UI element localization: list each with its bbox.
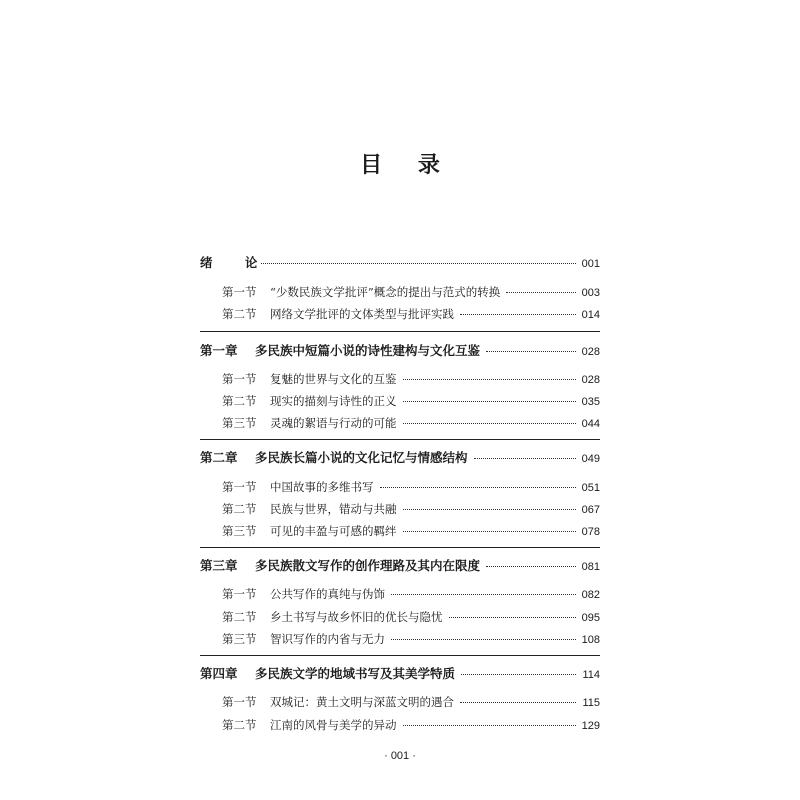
section-title: 复魅的世界与文化的互鉴 bbox=[270, 372, 397, 386]
section-title: 灵魂的絮语与行动的可能 bbox=[270, 416, 397, 430]
chapter-number: 第三章 bbox=[200, 558, 238, 573]
dot-leader bbox=[403, 422, 576, 424]
toc-section[interactable] bbox=[222, 284, 600, 300]
dot-leader bbox=[380, 486, 576, 488]
section-number: 第二节 bbox=[222, 307, 257, 321]
dot-leader bbox=[391, 638, 576, 640]
section-title: “少数民族文学批评”概念的提出与范式的转换 bbox=[270, 285, 501, 299]
section-number: 第二节 bbox=[222, 502, 257, 516]
section-title: 双城记：黄土文明与深蓝文明的遇合 bbox=[270, 695, 454, 709]
chapter-number: 第一章 bbox=[200, 343, 238, 358]
section-title: 中国故事的多维书写 bbox=[270, 480, 374, 494]
page-number: 049 bbox=[581, 453, 600, 465]
page-number: 028 bbox=[581, 346, 600, 358]
section-title: 民族与世界，错动与共融 bbox=[270, 502, 397, 516]
dot-leader bbox=[460, 313, 576, 315]
section-number: 第一节 bbox=[222, 285, 257, 299]
page-number: 067 bbox=[581, 504, 600, 516]
chapter-number: 第四章 bbox=[200, 666, 238, 681]
section-number: 第二节 bbox=[222, 610, 257, 624]
page-number: 035 bbox=[581, 396, 600, 408]
dot-leader bbox=[261, 262, 576, 264]
chapter-number: 第二章 bbox=[200, 450, 238, 465]
divider bbox=[200, 655, 600, 656]
dot-leader bbox=[403, 400, 576, 402]
page-number: 051 bbox=[581, 482, 600, 494]
chapter-number: 绪 论 bbox=[200, 255, 272, 270]
toc-chapter[interactable] bbox=[200, 448, 600, 466]
page-number: 028 bbox=[581, 374, 600, 386]
page-number: 078 bbox=[581, 526, 600, 538]
section-title: 智识写作的内省与无力 bbox=[270, 632, 385, 646]
page-number: 044 bbox=[581, 418, 600, 430]
chapter-title: 多民族长篇小说的文化记忆与情感结构 bbox=[255, 450, 468, 465]
toc-section[interactable] bbox=[222, 631, 600, 647]
page-number: 114 bbox=[582, 669, 600, 681]
section-number: 第二节 bbox=[222, 394, 257, 408]
section-title: 乡土书写与故乡怀旧的优长与隐忧 bbox=[270, 610, 443, 624]
page-footer-number: · 001 · bbox=[384, 750, 416, 762]
dot-leader bbox=[449, 616, 576, 618]
page-number: 081 bbox=[581, 561, 600, 573]
toc-section[interactable] bbox=[222, 717, 600, 733]
section-number: 第一节 bbox=[222, 695, 257, 709]
toc-chapter-intro[interactable] bbox=[200, 253, 600, 271]
page-number: 129 bbox=[581, 720, 600, 732]
section-title: 网络文学批评的文体类型与批评实践 bbox=[270, 307, 454, 321]
section-number: 第一节 bbox=[222, 480, 257, 494]
toc-section[interactable] bbox=[222, 501, 600, 517]
toc-chapter[interactable] bbox=[200, 556, 600, 574]
page-number: 001 bbox=[581, 258, 600, 270]
toc-section[interactable] bbox=[222, 393, 600, 409]
section-title: 公共写作的真纯与伪饰 bbox=[270, 587, 385, 601]
toc-section[interactable] bbox=[222, 694, 600, 710]
chapter-title: 多民族文学的地域书写及其美学特质 bbox=[255, 666, 456, 681]
dot-leader bbox=[486, 350, 576, 352]
page-number: 082 bbox=[581, 589, 600, 601]
toc-section[interactable] bbox=[222, 586, 600, 602]
toc-section[interactable] bbox=[222, 479, 600, 495]
chapter-title: 多民族散文写作的创作理路及其内在限度 bbox=[255, 558, 481, 573]
section-number: 第三节 bbox=[222, 416, 257, 430]
toc-section[interactable] bbox=[222, 415, 600, 431]
page-title: 目 录 bbox=[360, 153, 454, 178]
dot-leader bbox=[403, 508, 576, 510]
chapter-title: 多民族中短篇小说的诗性建构与文化互鉴 bbox=[255, 343, 481, 358]
divider bbox=[200, 547, 600, 548]
dot-leader bbox=[506, 291, 575, 293]
section-title: 可见的丰盈与可感的羁绊 bbox=[270, 524, 397, 538]
section-number: 第一节 bbox=[222, 587, 257, 601]
toc-section[interactable] bbox=[222, 371, 600, 387]
toc-section[interactable] bbox=[222, 523, 600, 539]
dot-leader bbox=[461, 673, 576, 675]
section-title: 江南的风骨与美学的异动 bbox=[270, 718, 397, 732]
section-number: 第三节 bbox=[222, 524, 257, 538]
dot-leader bbox=[403, 724, 576, 726]
page-number: 108 bbox=[581, 634, 600, 646]
dot-leader bbox=[403, 378, 576, 380]
dot-leader bbox=[403, 530, 576, 532]
divider bbox=[200, 439, 600, 440]
dot-leader bbox=[460, 701, 576, 703]
dot-leader bbox=[486, 565, 576, 567]
page-number: 115 bbox=[582, 697, 600, 709]
toc-chapter[interactable] bbox=[200, 664, 600, 682]
section-number: 第二节 bbox=[222, 718, 257, 732]
toc-section[interactable] bbox=[222, 306, 600, 322]
section-number: 第三节 bbox=[222, 632, 257, 646]
section-title: 现实的描刻与诗性的正义 bbox=[270, 394, 397, 408]
page-number: 003 bbox=[581, 287, 600, 299]
toc-chapter[interactable] bbox=[200, 341, 600, 359]
divider bbox=[200, 331, 600, 332]
toc-section[interactable] bbox=[222, 609, 600, 625]
page-number: 014 bbox=[581, 309, 600, 321]
page-number: 095 bbox=[581, 612, 600, 624]
dot-leader bbox=[391, 593, 576, 595]
dot-leader bbox=[474, 457, 576, 459]
section-number: 第一节 bbox=[222, 372, 257, 386]
